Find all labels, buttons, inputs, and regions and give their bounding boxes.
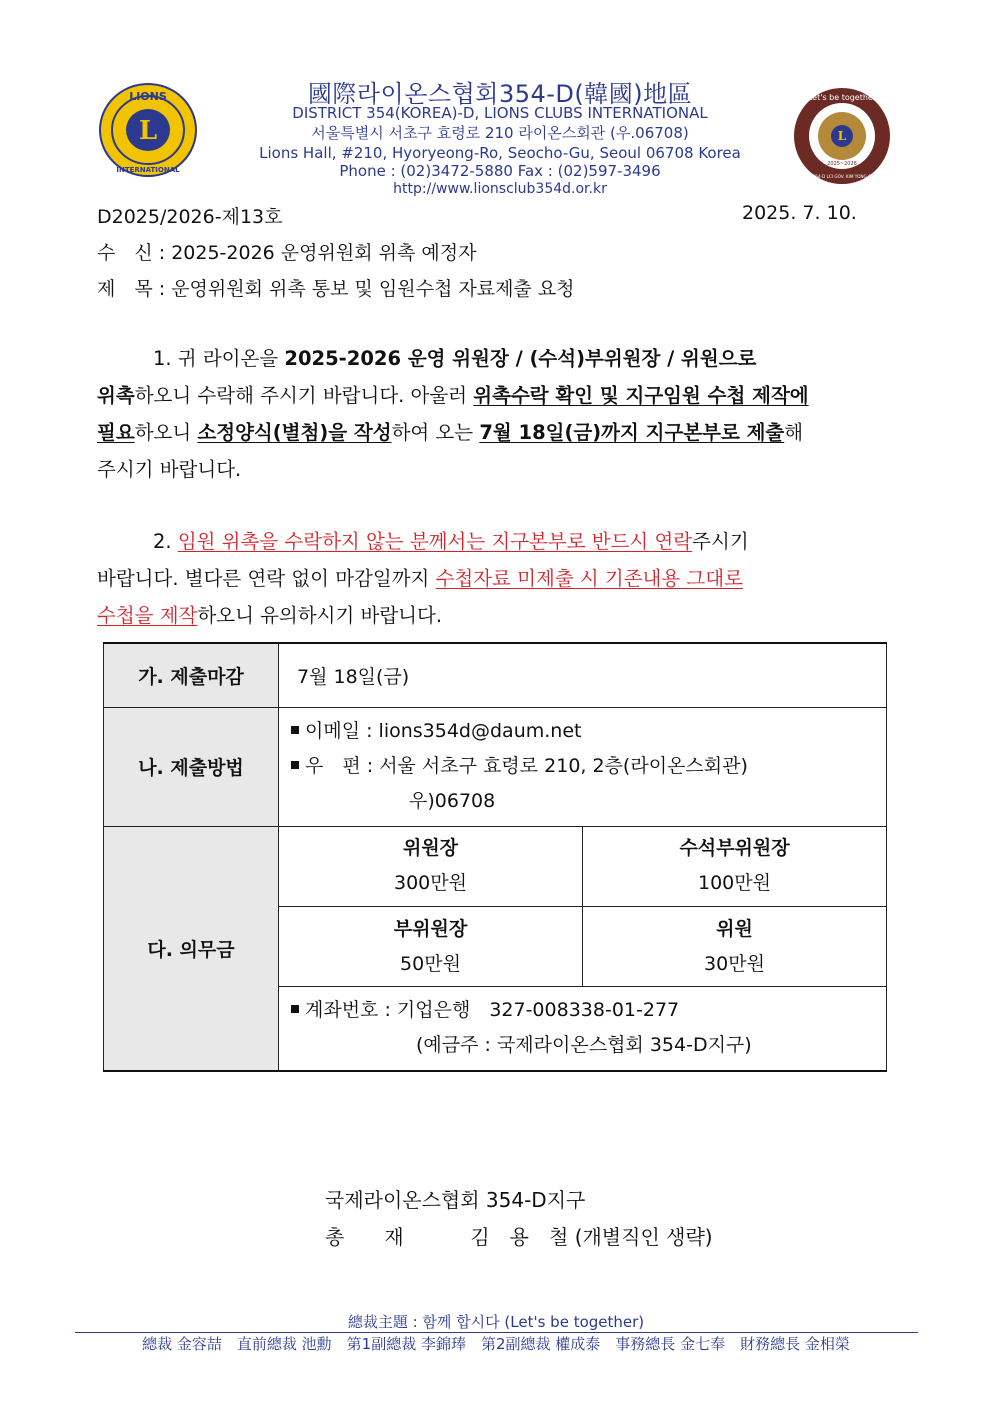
p1-text-3: 하오니 (134, 421, 198, 444)
signature-note: (개별직인 생략) (574, 1225, 713, 1249)
deadline-value: 7월 18일(금) (279, 643, 887, 707)
signature-org: 국제라이온스협회 354-D지구 (325, 1188, 586, 1212)
subject-value: 운영위원회 위촉 통보 및 임원수첩 자료제출 요청 (171, 278, 575, 300)
post-text: 우 편 : 서울 서초구 효령로 210, 2층(라이온스회관) (305, 755, 748, 777)
dues-amount: 30만원 (704, 952, 765, 975)
dues-amount: 100만원 (698, 872, 771, 895)
dues-role: 위원장 (402, 837, 459, 860)
signature-line (325, 1221, 713, 1250)
p1-underline-form: 소정양식(별첨)을 작성 (197, 421, 392, 444)
p1-text-2: 하오니 수락해 주시기 바랍니다. 아울러 (134, 384, 474, 407)
deadline-label: 가. 제출마감 (104, 643, 279, 707)
recipient-label: 수 신 : (97, 242, 166, 264)
p2-text-2: 주시기 (692, 530, 749, 553)
signature-name: 김 용 철 (470, 1225, 569, 1249)
document-number: D2025/2026-제13호 (97, 206, 283, 228)
dues-member (583, 907, 887, 987)
website-url: http://www.lionsclub354d.or.kr (393, 181, 607, 197)
method-value (279, 707, 887, 826)
submission-info-table (103, 642, 887, 1072)
subject-label: 제 목 : (97, 278, 166, 300)
account-text: 계좌번호 : 기업은행 327-008338-01-277 (305, 999, 680, 1022)
post-zip: 우)06708 (409, 790, 496, 812)
dues-role: 위원 (716, 917, 753, 940)
p1-bold-appointment: 2025-2026 운영 위원장 / (수석)부위원장 / 위원으로 (284, 347, 757, 370)
p2-red-contact: 임원 위촉을 수락하지 않는 분께서는 지구본부로 반드시 연락 (177, 530, 693, 553)
account-holder: (예금주 : 국제라이온스협회 354-D지구) (416, 1034, 752, 1057)
footer-officers: 總裁 金容喆 直前總裁 池勳 第1副總裁 李錦琫 第2副總裁 權成泰 事務總長 金七奉 財務總長 金相榮 (142, 1335, 850, 1353)
dues-amount: 300만원 (394, 872, 467, 895)
paragraph-2 (97, 523, 897, 634)
paragraph-1 (97, 340, 897, 488)
logo-letter: L (138, 116, 158, 146)
dues-chair (279, 827, 583, 907)
seal-top-text: Let's be together (807, 93, 877, 102)
p1-underline-deadline: 7월 18일(금)까지 지구본부로 제출 (479, 421, 785, 444)
bullet-icon (291, 1005, 299, 1013)
district-title: 國際라이온스협회354-D(韓國)地區 (307, 80, 693, 108)
svg-text:L: L (837, 129, 847, 143)
seal-bottom-text: DIST 354-D LCI GOV. KIM YONG CHEOL (801, 174, 883, 179)
p2-text-1: 2. (153, 530, 178, 553)
lions-international-logo (98, 82, 198, 178)
footer-motto: 總裁主題 : 함께 합시다 (Let's be together) (347, 1313, 645, 1331)
dues-amount: 50만원 (400, 952, 461, 975)
p1-text-6: 주시기 바랍니다. (97, 458, 242, 481)
post-row (291, 749, 885, 784)
account-row (291, 993, 885, 1028)
bullet-icon (291, 726, 299, 734)
address-english: Lions Hall, #210, Hyoryeong-Ro, Seocho-Gu, Seoul 06708 Korea (259, 144, 741, 162)
p2-red-produce: 수첩을 제작 (97, 604, 198, 627)
recipient-value: 2025-2026 운영위원회 위촉 예정자 (171, 242, 477, 264)
p1-bold-word: 위촉 (97, 384, 135, 407)
signature-title: 총 재 (325, 1225, 404, 1249)
dues-role: 수석부위원장 (679, 837, 790, 860)
dues-table (279, 827, 886, 1070)
p2-text-4: 하오니 유의하시기 바랍니다. (197, 604, 443, 627)
p2-red-missing: 수첩자료 미제출 시 기존내용 그대로 (435, 567, 743, 590)
subject-line (97, 274, 575, 301)
phone-fax: Phone : (02)3472-5880 Fax : (02)597-3496 (339, 162, 661, 180)
dues-senior-vice (583, 827, 887, 907)
address-korean: 서울특별시 서초구 효령로 210 라이온스회관 (우.06708) (311, 124, 689, 142)
dues-label: 다. 의무금 (104, 826, 279, 1071)
dues-vice (279, 907, 583, 987)
p1-text-5: 해 (784, 421, 804, 444)
p1-underline-confirm: 위촉수락 확인 및 지구임원 수첩 제작에 (473, 384, 809, 407)
seal-year: 2025~2026 (827, 161, 857, 167)
district-english: DISTRICT 354(KOREA)-D, LIONS CLUBS INTERNATIONAL (292, 104, 708, 122)
logo-top-text: LIONS (129, 90, 167, 103)
p1-text-4: 하여 오는 (391, 421, 480, 444)
p1-underline-need: 필요 (97, 421, 135, 444)
logo-bottom-text: INTERNATIONAL (116, 166, 180, 174)
bullet-icon (291, 761, 299, 769)
p2-text-3: 바랍니다. 별다른 연락 없이 마감일까지 (97, 567, 436, 590)
account-cell (279, 987, 886, 1070)
document-date: 2025. 7. 10. (742, 202, 857, 224)
p1-text-1: 1. 귀 라이온을 (153, 347, 285, 370)
email-row (291, 714, 885, 749)
method-label: 나. 제출방법 (104, 707, 279, 826)
dues-role: 부위원장 (393, 917, 468, 940)
governor-seal-logo (792, 86, 892, 186)
dues-cell (279, 826, 887, 1071)
email-text: 이메일 : lions354d@daum.net (305, 720, 582, 742)
recipient-line (97, 238, 476, 265)
